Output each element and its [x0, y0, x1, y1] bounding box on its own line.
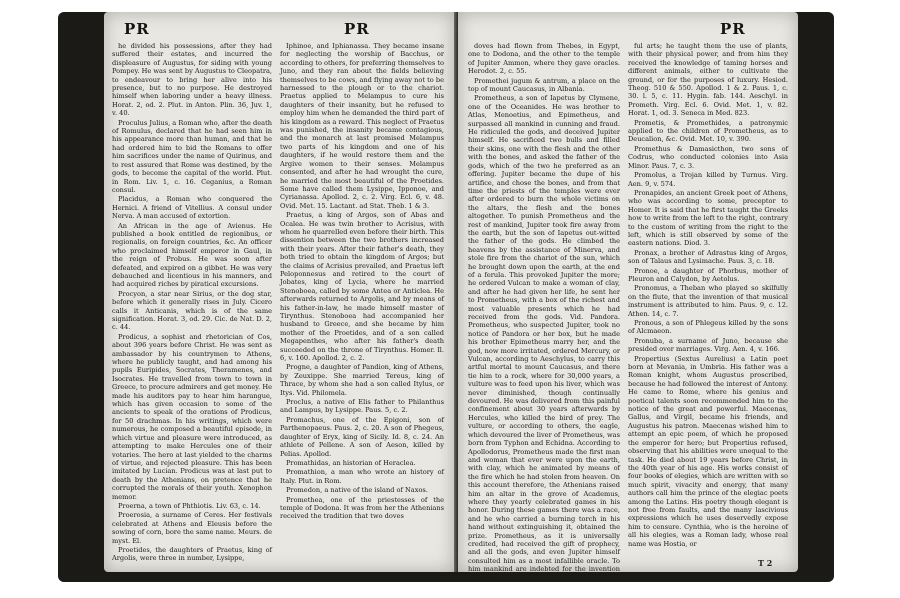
paragraph: Promethus & Damasicthon, two sons of Codrus, who conducted colonies into Asia Minor. Paus. 7, c. 3. — [628, 144, 788, 170]
paragraph: doves had flown from Thebes, in Egypt, one to Dodona, and the other to the temple of Jupiter Ammon, where they gave oracles. Herodot. 2, c. 55. — [468, 42, 620, 76]
paragraph: Placidus, a Roman who conquered the Hernici. A friend of Vitellius. A consul under Nerva. A man accused of extortion. — [112, 195, 272, 221]
paragraph: Promethei jugum & antrum, a place on the top of mount Caucasus, in Albania. — [468, 76, 620, 94]
paragraph: Promathidas, an historian of Heraclea. — [286, 458, 416, 467]
paragraph: Promolus, a Trojan killed by Turnus. Virg. Aen. 9, v. 574. — [628, 171, 788, 188]
paragraph: Proerosia, a surname of Ceres. Her festivals celebrated at Athens and Eleusis before the sowing of corn, bore the same name. Meurs. de myst. El. — [112, 511, 272, 545]
paragraph: Promethea, one of the priestesses of the temple of Dodona. It was from her the Athenians received the tradition that two doves — [280, 495, 444, 521]
left-column-1 — [112, 42, 272, 564]
left-column-2 — [280, 42, 444, 522]
page-signature: T 2 — [758, 558, 773, 568]
paragraph: Pronomus, a Theban who played so skilfully on the flute, that the invention of that musical instrument is attributed to him. Paus. 9, c. 12. Athen. 14, c. 7. — [628, 284, 788, 318]
left-header-2: PR — [344, 20, 370, 38]
left-page — [104, 12, 454, 572]
paragraph: Pronax, a brother of Adrastus king of Argos, son of Talaus and Lysimache. Paus. 3, c. 18. — [628, 248, 788, 266]
paragraph: Proclus, a native of Elis father to Philanthus and Lampus, by Lysippe. Paus. 5, c. 2. — [280, 398, 444, 415]
paragraph: Prodicus, a sophist and rhetorician of Cos, about 396 years before Christ. He was sent as ambassador by his countrymen to Athens, where he publicly taught, and had among his pupils Euripides, Socrates, Theramenes, and Isocrates. He travelled from town to town in Greece, to procure admirers and get money. He made his auditors pay to hear him harangue, which has given occasion to some of the ancients to speak of the orations of Prodicus, for 50 drachmas. In his writings, which were numerous, he composed a beautiful episode, in which virtue and pleasure were introduced, as attempting to make Hercules one of their votaries. The hero at last yielded to the charms of virtue, and rejected pleasure. This has been imitated by Lucian. Prodicus was at last put to death by the Athenians, on pretence that he corrupted the morals of their youth. Xenophon memor. — [112, 332, 272, 501]
paragraph: Praetus, a king of Argos, son of Abas and Ocalea. He was twin brother to Acrisius, with whom he quarrelled even before their birth. This dissention between the two brothers increased with their years. After their father's death, they both tried to obtain the kingdom of Argos; but the claims of Acrisius prevailed, and Praetus left Peloponnesus and retired to the court of Jobates, king of Lycia, where he married Stenoboea, called by some Antea or Anticlea. He afterwards returned to Argolis, and by means of his father-in-law, he made himself master of Tirynthus. Stenoboea had accompanied her husband to Greece, and she became by him mother of the Proetides, and of a son called Megapenthes, who after his father's death succeeded on the throne of Tirynthus. Homer. Il. 6, v. 160. Apollod. 2, c. 2. — [280, 211, 444, 363]
paragraph: Proculus Julius, a Roman who, after the death of Romulus, declared that he had seen him in his appearance more than human, and that he had ordered him to bid the Romans to offer him sacrifices under the name of Quirinus, and to rest assured that Rome was destined, by the gods, to become the capital of the world. Plut. in Rom. Liv. 1, c. 16. Ceganius, a Roman consul. — [112, 118, 272, 194]
paragraph: Prometis, & Promethides, a patronymic applied to the children of Prometheus, as to Deucalion, &c. Ovid. Met. 10, v. 390. — [628, 118, 788, 144]
paragraph: Proerna, a town of Phthiotis. Liv. 63, c. 14. — [118, 501, 261, 510]
paragraph: Iphinoe, and Iphianassa. They became insane for neglecting the worship of Bacchus, or according to others, for preferring themselves to Juno, and they ran about the fields believing themselves to be cows, and flying away not to be harnessed to the plough or to the chariot. Praetus applied to Melampus to cure his daughters of their insanity, but he refused to employ him when he demanded the third part of his kingdom as a reward. This neglect of Praetus was punished, the insanity became contagious, and the monarch at last promised Melampus two parts of his kingdom and one of his daughters, if he would restore them and the Argive women to their senses. Melampus consented, and after he had wrought the cure, he married the most beautiful of the Proetides. Some have called them Lysippe, Ipponoe, and Cyrianassa. Apollod. 2, c. 2. Virg. Ecl. 6, v. 48. Ovid. Met. 15. Lactant. ad Stat. Theb. 1 & 3. — [280, 42, 444, 210]
paragraph: Promathion, a man who wrote an history of Italy. Plut. in Rom. — [280, 468, 444, 485]
paragraph: he divided his possessions, after they had suffered their estates, and incurred the displeasure of Augustus, for siding with young Pompey. He was sent by Augustus to Cleopatra, to endeavour to bring her alive into his presence, but to no purpose. He destroyed himself when laboring under a heavy illness. Horat. 2, od. 2. Plut. in Anton. Plin. 36, Juv. 1, v. 40. — [112, 42, 272, 118]
paragraph: Propertius (Sextus Aurelius) a Latin poet born at Mevania, in Umbria. His father was a Roman knight, whom Augustus proscribed, because he had followed the interest of Antony. He came to Rome, where his genius and poetical talents soon recommended him to the notice of the great and powerful. Maecenas, Gallus, and Virgil, became his friends, and Augustus his patron. Maecenas wished him to attempt an epic poem, of which he proposed the emperor for hero; but Propertius refused, observing that his abilities were unequal to the task. He died about 19 years before Christ, in the 40th year of his age. His works consist of four books of elegies, which are written with so much spirit, vivacity and energy, that many authors call him the prince of the elegiac poets among the Latins. His poetry though elegant is not free from faults, and the many lascivious expressions which he uses deservedly expose him to censure. Cynthia, who is the heroine of all his elegies, was a Roman lady, whose real name was Hostia, or — [628, 354, 788, 548]
left-header-1: PR — [124, 20, 150, 38]
paragraph: Promachus, one of the Epigoni, son of Parthenopaeus. Paus. 2, c. 20. A son of Phegeus, daughter of Eryx, king of Sicily. Id. 8, c. 24. An athlete of Pellene. A son of Aeson, killed by Pelias. Apollod. — [280, 415, 444, 458]
right-page — [458, 12, 798, 582]
open-book — [58, 12, 834, 582]
right-header: PR — [720, 20, 746, 38]
paragraph: Progne, a daughter of Pandion, king of Athens, by Zeuxippe. She married Tereus, king of Thrace, by whom she had a son called Itylus, or Itys. Vid. Philomela. — [280, 363, 444, 397]
paragraph: Procyon, a star near Sirius, or the dog star, before which it generally rises in July. Cicero calls it Anticanis, which is of the same signification. Horat. 3, od. 29. Cic. de Nat. D. 2, c. 44. — [112, 289, 272, 332]
paragraph: Pronuba, a surname of Juno, because she presided over marriages. Virg. Aen. 4, v. 166. — [628, 336, 788, 354]
paragraph: Prometheus, a son of Iapetus by Clymene, one of the Oceanides. He was brother to Atlas, Menoetius, and Epimetheus, and surpassed all mankind in cunning and fraud. He ridiculed the gods, and deceived Jupiter himself. He sacrificed two bulls and filled their skins, one with the flesh and the other with the bones, and asked the father of the gods, which of the two he preferred as an offering. Jupiter became the dupe of his artifice, and chose the bones, and from that time the priests of the temples were ever after ordered to burn the whole victims on the altars, the flesh and the bones altogether. To punish Prometheus and the rest of mankind, Jupiter took fire away from the earth, but the son of Iapetus out-witted the father of the gods. He climbed the heavens by the assistance of Minerva, and stole fire from the chariot of the sun, which he brought down upon the earth, at the end of a ferula. This provoked Jupiter the more; he ordered Vulcan to make a woman of clay, and after he had given her life, he sent her to Prometheus, with a box of the richest and most valuable presents which he had received from the gods. Vid. Pandora. Prometheus, who suspected Jupiter, took no notice of Pandora or her box, but he made his brother Epimetheus marry her, and the god, now more irritated, ordered Mercury, or Vulcan, according to Aeschylus, to carry this artful mortal to mount Caucasus, and there tie him to a rock, where for 30,000 years, a vulture was to feed upon his liver, which was never diminished, though continually devoured. He was delivered from this painful confinement about 30 years afterwards by Hercules, who killed the bird of prey. The vulture, or according to others, the eagle, which devoured the liver of Prometheus, was born from Typhon and Echidna. According to Apollodorus, Prometheus made the first man and woman that ever were upon the earth, with clay, which he animated by means of the fire which he had stolen from heaven. On this account therefore, the Athenians raised him an altar in the grove of Academus, where they yearly celebrated games in his honor. During these games there was a race, and he who carried a burning torch in his hand without extinguishing it, obtained the prize. Prometheus, as it is universally credited, had received the gift of prophecy, and all the gods, and even Jupiter himself consulted him as a most infallible oracle. To him mankind are indebted for the invention of many of the useful — [468, 94, 620, 582]
paragraph: Promedon, a native of the island of Naxos. — [286, 486, 428, 495]
paragraph: Pronoe, a daughter of Phorbus, mother of Pleuron and Calydon, by Aetolus. — [628, 266, 788, 283]
right-column-2 — [628, 42, 788, 549]
paragraph: Pronous, a son of Phlegeus killed by the sons of Alcmaeon. — [628, 319, 788, 336]
paragraph: Proetides, the daughters of Praetus, king of Argolis, were three in number, Lysippe, — [112, 545, 272, 563]
right-column-1 — [468, 42, 620, 583]
paragraph: An African in the age of Avienus. He published a book entitled de regionibus, or regionalis, on foreign countries, &c. An officer who proclaimed himself emperor in Gaul, in the reign of Probus. He was soon after defeated, and expired on a gibbet. He was very debauched and licentious in his manners, and had acquired riches by piratical excursions. — [112, 221, 272, 289]
paragraph: ful arts; he taught them the use of plants, with their physical power, and from him they received the knowledge of taming horses and different animals, either to cultivate the ground, or for the purposes of luxury. Hesiod. Theog. 510 & 550. Apollod. 1 & 2. Paus. 1, c. 30. l. 5, c. 11. Hygin. fab. 144. Aeschyl. in Prometh. Virg. Ecl. 6. Ovid. Met. 1, v. 82. Horat. 1, od. 3. Seneca in Med. 823. — [628, 42, 788, 118]
paragraph: Pronapides, an ancient Greek poet of Athens, who was according to some, preceptor to Homer. It is said that he first taught the Greeks how to write from the left to the right, contrary to the custom of writing from the right to the left, which is still observed by some of the eastern nations. Diod. 3. — [628, 188, 788, 248]
